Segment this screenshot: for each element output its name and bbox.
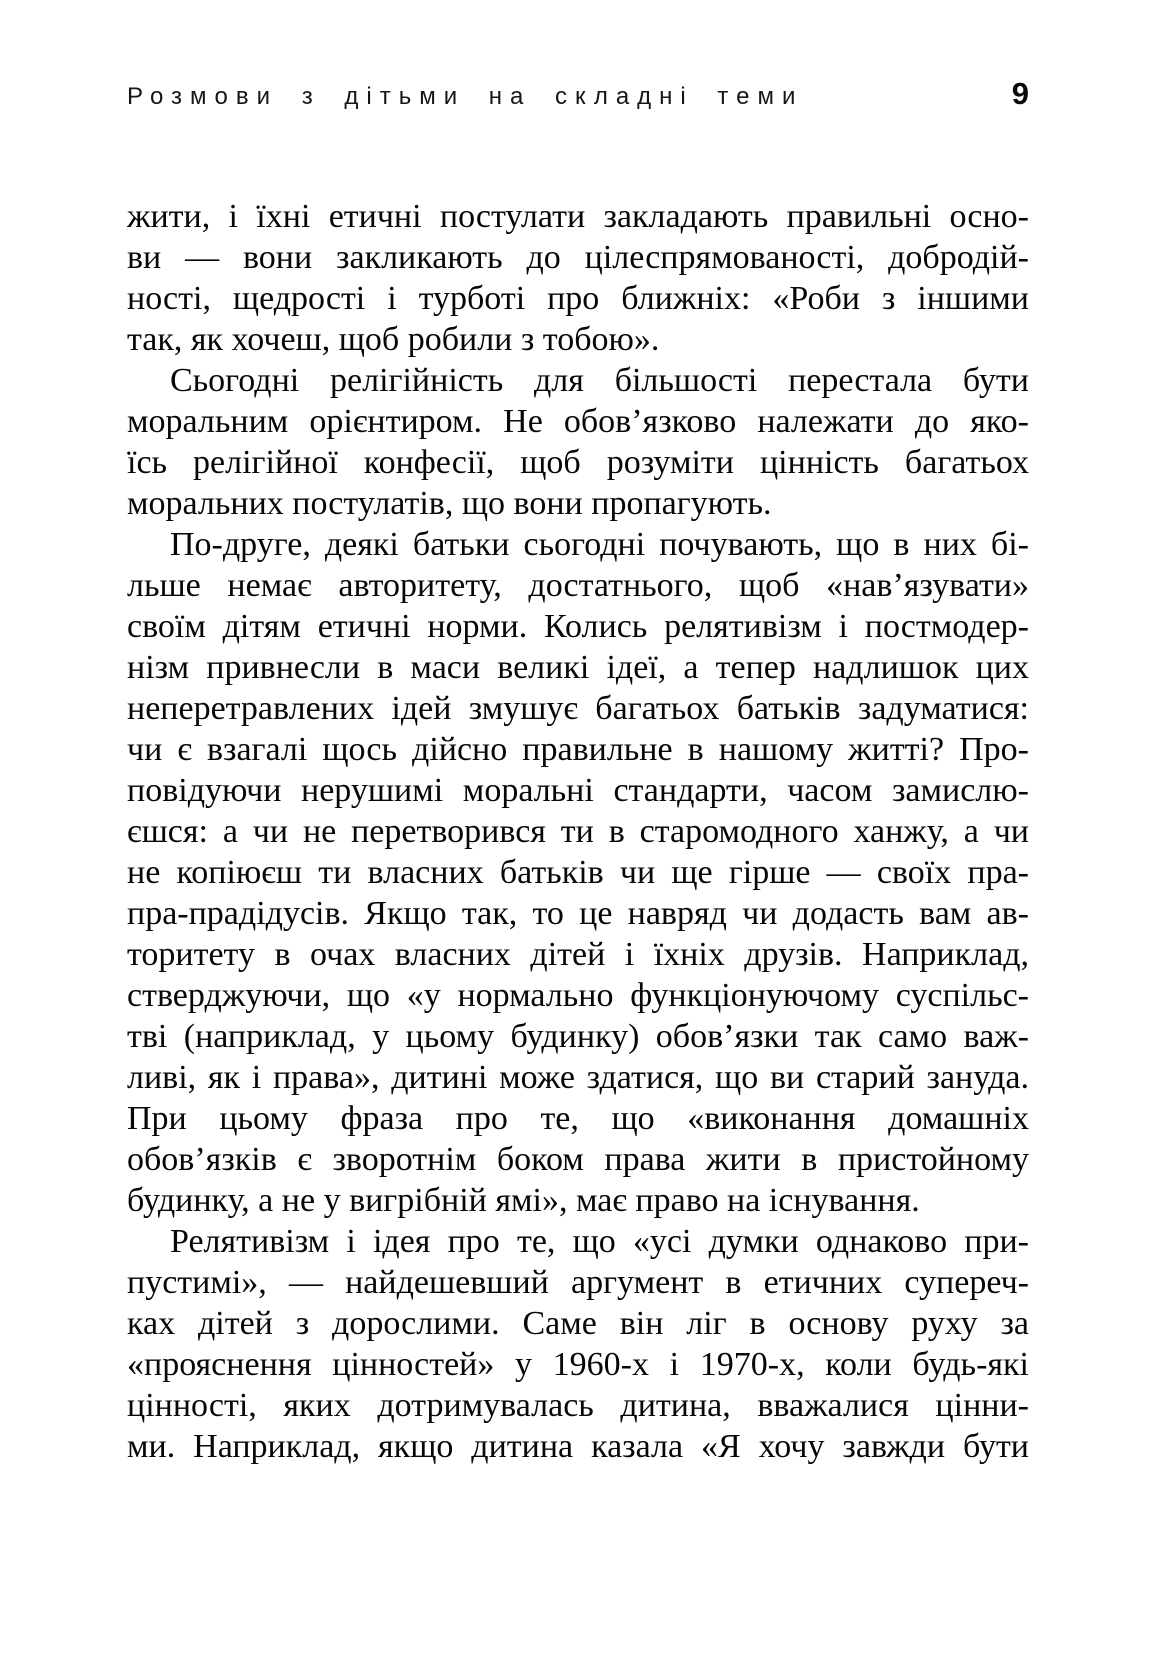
paragraph bbox=[127, 360, 1029, 524]
text-line: моральних постулатів, що вони пропагують. bbox=[127, 485, 772, 522]
text-line: чи є взагалі щось дійсно правильне в нашому житті? Про- bbox=[127, 731, 1029, 768]
text-line: ливі, як і права», дитині може здатися, що ви старий зануда. bbox=[127, 1059, 1029, 1096]
text-line: льше немає авторитету, достатнього, щоб «нав’язувати» bbox=[127, 567, 1029, 604]
text-line: торитету в очах власних дітей і їхніх друзів. Наприклад, bbox=[127, 936, 1029, 973]
text-line: пра-прадідусів. Якщо так, то це навряд чи додасть вам ав- bbox=[127, 895, 1029, 932]
body-text bbox=[127, 196, 1029, 1467]
text-line: нізм привнесли в маси великі ідеї, а тепер надлишок цих bbox=[127, 649, 1029, 686]
text-line: «прояснення цінностей» у 1960-х і 1970-х, коли будь-які bbox=[127, 1346, 1029, 1383]
text-line: цінності, яких дотримувалась дитина, вважалися цінни- bbox=[127, 1387, 1029, 1424]
text-line: тві (наприклад, у цьому будинку) обов’язки так само важ- bbox=[127, 1018, 1029, 1055]
text-line: Сьогодні релігійність для більшості перестала бути bbox=[170, 362, 1029, 399]
text-line: неперетравлених ідей змушує багатьох батьків задуматися: bbox=[127, 690, 1029, 727]
text-line: пустимі», — найдешевший аргумент в етичних супереч- bbox=[127, 1264, 1029, 1301]
text-line: При цьому фраза про те, що «виконання домашніх bbox=[127, 1100, 1029, 1137]
text-line: ності, щедрості і турботі про ближніх: «Роби з іншими bbox=[127, 280, 1029, 317]
text-line: ви — вони закликають до цілеспрямованості, добродій- bbox=[127, 239, 1029, 276]
text-line: ках дітей з дорослими. Саме він ліг в основу руху за bbox=[127, 1305, 1029, 1342]
text-line: так, як хочеш, щоб робили з тобою». bbox=[127, 321, 660, 358]
paragraph bbox=[127, 524, 1029, 1221]
text-line: повідуючи нерушимі моральні стандарти, часом замислю- bbox=[127, 772, 1029, 809]
paragraph bbox=[127, 1221, 1029, 1467]
text-line: не копіюєш ти власних батьків чи ще гірше — своїх пра- bbox=[127, 854, 1029, 891]
text-line: стверджуючи, що «у нормально функціонуючому суспільс- bbox=[127, 977, 1029, 1014]
text-line: По-друге, деякі батьки сьогодні почувають, що в них бі- bbox=[170, 526, 1029, 563]
text-line: моральним орієнтиром. Не обов’язково належати до яко- bbox=[127, 403, 1029, 440]
running-header-title: Розмови з дітьми на складні теми bbox=[127, 83, 804, 110]
text-line: своїм дітям етичні норми. Колись релятивізм і постмодер- bbox=[127, 608, 1029, 645]
text-line: будинку, а не у вигрібній ямі», має право на існування. bbox=[127, 1182, 920, 1219]
text-line: єшся: а чи не перетворився ти в старомодного ханжу, а чи bbox=[127, 813, 1029, 850]
page-number: 9 bbox=[1011, 76, 1029, 111]
text-line: ми. Наприклад, якщо дитина казала «Я хочу завжди бути bbox=[127, 1428, 1029, 1465]
text-line: жити, і їхні етичні постулати закладають правильні осно- bbox=[127, 198, 1029, 235]
text-line: їсь релігійної конфесії, щоб розуміти цінність багатьох bbox=[127, 444, 1029, 481]
paragraph bbox=[127, 196, 1029, 360]
text-line: обов’язків є зворотнім боком права жити в пристойному bbox=[127, 1141, 1029, 1178]
text-line: Релятивізм і ідея про те, що «усі думки однаково при- bbox=[170, 1223, 1029, 1260]
running-header bbox=[127, 76, 1029, 112]
